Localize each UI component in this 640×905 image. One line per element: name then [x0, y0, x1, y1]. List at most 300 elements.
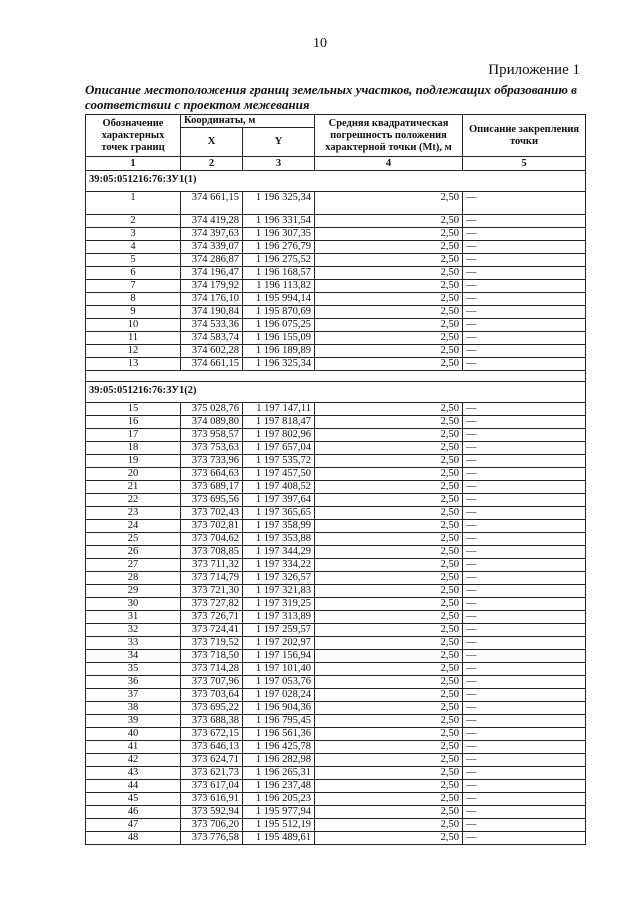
coord-y: 1 197 358,99 [243, 520, 315, 533]
accuracy-value: 2,50 [315, 572, 463, 585]
fixing-description: — [463, 689, 586, 702]
point-number: 30 [86, 598, 181, 611]
table-row [86, 572, 586, 585]
accuracy-value: 2,50 [315, 358, 463, 371]
point-number: 42 [86, 754, 181, 767]
table-row [86, 702, 586, 715]
fixing-description: — [463, 468, 586, 481]
page-number: 10 [313, 36, 327, 51]
coord-x: 373 664,63 [181, 468, 243, 481]
fixing-description: — [463, 819, 586, 832]
point-number: 45 [86, 793, 181, 806]
accuracy-value: 2,50 [315, 728, 463, 741]
coord-y: 1 197 344,29 [243, 546, 315, 559]
accuracy-value: 2,50 [315, 481, 463, 494]
coord-y: 1 197 321,83 [243, 585, 315, 598]
point-number: 21 [86, 481, 181, 494]
document-title: Описание местоположения границ земельных участков, подлежащих образованию в соответствии с проектом межевания [85, 82, 577, 112]
accuracy-value: 2,50 [315, 442, 463, 455]
coord-y: 1 195 512,19 [243, 819, 315, 832]
coord-y: 1 196 282,98 [243, 754, 315, 767]
fixing-description: — [463, 494, 586, 507]
accuracy-value: 2,50 [315, 455, 463, 468]
coord-y: 1 197 202,97 [243, 637, 315, 650]
point-number: 16 [86, 416, 181, 429]
coord-y: 1 197 353,88 [243, 533, 315, 546]
coord-y: 1 197 334,22 [243, 559, 315, 572]
fixing-description: — [463, 241, 586, 254]
coord-y: 1 197 259,57 [243, 624, 315, 637]
fixing-description: — [463, 192, 586, 215]
table-row [86, 780, 586, 793]
section-header-row [86, 382, 586, 403]
table-row [86, 793, 586, 806]
table-row [86, 624, 586, 637]
accuracy-value: 2,50 [315, 215, 463, 228]
coord-y: 1 197 408,52 [243, 481, 315, 494]
coordinates-table [85, 114, 586, 845]
accuracy-value: 2,50 [315, 403, 463, 416]
coord-x: 373 726,71 [181, 611, 243, 624]
coord-x: 374 602,28 [181, 345, 243, 358]
accuracy-value: 2,50 [315, 663, 463, 676]
table-row [86, 806, 586, 819]
table-row [86, 481, 586, 494]
point-number: 46 [86, 806, 181, 819]
table-row [86, 215, 586, 228]
coord-x: 373 624,71 [181, 754, 243, 767]
table-row [86, 267, 586, 280]
accuracy-value: 2,50 [315, 468, 463, 481]
fixing-description: — [463, 332, 586, 345]
coord-x: 373 753,63 [181, 442, 243, 455]
header-x: X [181, 128, 243, 157]
coord-x: 373 592,94 [181, 806, 243, 819]
coord-x: 374 419,28 [181, 215, 243, 228]
accuracy-value: 2,50 [315, 533, 463, 546]
table-row [86, 533, 586, 546]
fixing-description: — [463, 228, 586, 241]
fixing-description: — [463, 572, 586, 585]
section-parcel-id: 39:05:051216:76:ЗУ1(1) [86, 171, 586, 192]
point-number: 22 [86, 494, 181, 507]
fixing-description: — [463, 741, 586, 754]
spacer-cell [86, 371, 586, 382]
accuracy-value: 2,50 [315, 832, 463, 845]
coord-y: 1 195 489,61 [243, 832, 315, 845]
fixing-description: — [463, 546, 586, 559]
table-row [86, 358, 586, 371]
coord-x: 373 708,85 [181, 546, 243, 559]
coord-y: 1 196 189,89 [243, 345, 315, 358]
fixing-description: — [463, 319, 586, 332]
coord-x: 373 702,43 [181, 507, 243, 520]
table-row [86, 494, 586, 507]
fixing-description: — [463, 715, 586, 728]
accuracy-value: 2,50 [315, 624, 463, 637]
point-number: 2 [86, 215, 181, 228]
accuracy-value: 2,50 [315, 345, 463, 358]
coord-x: 373 695,56 [181, 494, 243, 507]
accuracy-value: 2,50 [315, 559, 463, 572]
fixing-description: — [463, 429, 586, 442]
point-number: 8 [86, 293, 181, 306]
fixing-description: — [463, 481, 586, 494]
fixing-description: — [463, 403, 586, 416]
accuracy-value: 2,50 [315, 254, 463, 267]
coord-x: 375 028,76 [181, 403, 243, 416]
coord-x: 373 646,13 [181, 741, 243, 754]
point-number: 26 [86, 546, 181, 559]
fixing-description: — [463, 559, 586, 572]
coord-x: 373 711,32 [181, 559, 243, 572]
point-number: 31 [86, 611, 181, 624]
point-number: 5 [86, 254, 181, 267]
coord-x: 373 703,64 [181, 689, 243, 702]
coord-x: 373 776,58 [181, 832, 243, 845]
table-row [86, 741, 586, 754]
column-number: 4 [315, 157, 463, 171]
header-fixing-description: Описание закрепления точки [463, 115, 586, 157]
table-row [86, 754, 586, 767]
fixing-description: — [463, 793, 586, 806]
table-row [86, 715, 586, 728]
fixing-description: — [463, 358, 586, 371]
point-number: 15 [86, 403, 181, 416]
fixing-description: — [463, 624, 586, 637]
coord-y: 1 197 053,76 [243, 676, 315, 689]
point-number: 25 [86, 533, 181, 546]
coord-y: 1 196 325,34 [243, 192, 315, 215]
accuracy-value: 2,50 [315, 192, 463, 215]
accuracy-value: 2,50 [315, 741, 463, 754]
point-number: 10 [86, 319, 181, 332]
point-number: 40 [86, 728, 181, 741]
table-row [86, 192, 586, 215]
accuracy-value: 2,50 [315, 637, 463, 650]
accuracy-value: 2,50 [315, 416, 463, 429]
coord-x: 373 688,38 [181, 715, 243, 728]
fixing-description: — [463, 442, 586, 455]
table-row [86, 468, 586, 481]
coord-x: 374 583,74 [181, 332, 243, 345]
coord-y: 1 196 155,09 [243, 332, 315, 345]
table-row [86, 559, 586, 572]
point-number: 13 [86, 358, 181, 371]
table-row [86, 676, 586, 689]
accuracy-value: 2,50 [315, 702, 463, 715]
table-row [86, 507, 586, 520]
coord-x: 373 706,20 [181, 819, 243, 832]
header-coordinates: Координаты, м [181, 115, 315, 128]
coord-y: 1 196 307,35 [243, 228, 315, 241]
coord-y: 1 196 425,78 [243, 741, 315, 754]
fixing-description: — [463, 533, 586, 546]
fixing-description: — [463, 702, 586, 715]
point-number: 11 [86, 332, 181, 345]
fixing-description: — [463, 280, 586, 293]
point-number: 18 [86, 442, 181, 455]
table-row [86, 832, 586, 845]
fixing-description: — [463, 215, 586, 228]
coord-x: 373 714,28 [181, 663, 243, 676]
coord-y: 1 196 331,54 [243, 215, 315, 228]
accuracy-value: 2,50 [315, 267, 463, 280]
coord-x: 374 179,92 [181, 280, 243, 293]
coord-x: 374 286,87 [181, 254, 243, 267]
coord-y: 1 196 275,52 [243, 254, 315, 267]
coord-y: 1 197 156,94 [243, 650, 315, 663]
point-number: 12 [86, 345, 181, 358]
point-number: 23 [86, 507, 181, 520]
coord-y: 1 197 319,25 [243, 598, 315, 611]
point-number: 43 [86, 767, 181, 780]
table-row [86, 293, 586, 306]
table-row [86, 520, 586, 533]
coord-y: 1 196 265,31 [243, 767, 315, 780]
table-row [86, 598, 586, 611]
fixing-description: — [463, 754, 586, 767]
table-row [86, 280, 586, 293]
point-number: 37 [86, 689, 181, 702]
accuracy-value: 2,50 [315, 332, 463, 345]
coord-x: 373 733,96 [181, 455, 243, 468]
accuracy-value: 2,50 [315, 546, 463, 559]
point-number: 4 [86, 241, 181, 254]
coord-x: 373 621,73 [181, 767, 243, 780]
table-row [86, 819, 586, 832]
point-number: 20 [86, 468, 181, 481]
table-row [86, 332, 586, 345]
coord-x: 373 721,30 [181, 585, 243, 598]
fixing-description: — [463, 728, 586, 741]
table-row [86, 767, 586, 780]
coord-y: 1 197 326,57 [243, 572, 315, 585]
coord-x: 373 702,81 [181, 520, 243, 533]
coord-y: 1 197 657,04 [243, 442, 315, 455]
coord-y: 1 197 101,40 [243, 663, 315, 676]
coord-y: 1 197 028,24 [243, 689, 315, 702]
accuracy-value: 2,50 [315, 676, 463, 689]
fixing-description: — [463, 780, 586, 793]
coord-y: 1 197 313,89 [243, 611, 315, 624]
column-number: 1 [86, 157, 181, 171]
accuracy-value: 2,50 [315, 241, 463, 254]
fixing-description: — [463, 507, 586, 520]
coord-x: 374 196,47 [181, 267, 243, 280]
coord-y: 1 196 276,79 [243, 241, 315, 254]
point-number: 39 [86, 715, 181, 728]
table-row [86, 611, 586, 624]
accuracy-value: 2,50 [315, 520, 463, 533]
coord-y: 1 197 802,96 [243, 429, 315, 442]
column-number: 5 [463, 157, 586, 171]
accuracy-value: 2,50 [315, 494, 463, 507]
accuracy-value: 2,50 [315, 819, 463, 832]
table-row [86, 241, 586, 254]
coord-y: 1 197 535,72 [243, 455, 315, 468]
point-number: 24 [86, 520, 181, 533]
accuracy-value: 2,50 [315, 767, 463, 780]
point-number: 3 [86, 228, 181, 241]
accuracy-value: 2,50 [315, 319, 463, 332]
section-spacer [86, 371, 586, 382]
point-number: 28 [86, 572, 181, 585]
fixing-description: — [463, 293, 586, 306]
table-row [86, 228, 586, 241]
table-row [86, 728, 586, 741]
table-row [86, 306, 586, 319]
coord-y: 1 195 994,14 [243, 293, 315, 306]
accuracy-value: 2,50 [315, 793, 463, 806]
accuracy-value: 2,50 [315, 650, 463, 663]
fixing-description: — [463, 767, 586, 780]
appendix-label: Приложение 1 [488, 62, 580, 78]
point-number: 34 [86, 650, 181, 663]
table-row [86, 455, 586, 468]
coord-y: 1 197 457,50 [243, 468, 315, 481]
point-number: 38 [86, 702, 181, 715]
coord-x: 373 617,04 [181, 780, 243, 793]
accuracy-value: 2,50 [315, 293, 463, 306]
fixing-description: — [463, 806, 586, 819]
table-row [86, 429, 586, 442]
point-number: 47 [86, 819, 181, 832]
point-number: 6 [86, 267, 181, 280]
fixing-description: — [463, 455, 586, 468]
table-row [86, 442, 586, 455]
coord-y: 1 197 818,47 [243, 416, 315, 429]
table-row [86, 345, 586, 358]
coord-y: 1 196 113,82 [243, 280, 315, 293]
accuracy-value: 2,50 [315, 754, 463, 767]
point-number: 35 [86, 663, 181, 676]
table-row [86, 319, 586, 332]
coord-x: 373 695,22 [181, 702, 243, 715]
point-number: 17 [86, 429, 181, 442]
table-row [86, 585, 586, 598]
accuracy-value: 2,50 [315, 780, 463, 793]
fixing-description: — [463, 306, 586, 319]
column-number: 3 [243, 157, 315, 171]
fixing-description: — [463, 598, 586, 611]
coord-x: 373 707,96 [181, 676, 243, 689]
coord-x: 373 616,91 [181, 793, 243, 806]
fixing-description: — [463, 267, 586, 280]
accuracy-value: 2,50 [315, 507, 463, 520]
point-number: 48 [86, 832, 181, 845]
fixing-description: — [463, 663, 586, 676]
point-number: 32 [86, 624, 181, 637]
coord-x: 373 672,15 [181, 728, 243, 741]
accuracy-value: 2,50 [315, 611, 463, 624]
fixing-description: — [463, 416, 586, 429]
header-point-designation: Обозначение характерных точек границ [86, 115, 181, 157]
table-row [86, 416, 586, 429]
fixing-description: — [463, 585, 586, 598]
point-number: 1 [86, 192, 181, 215]
fixing-description: — [463, 611, 586, 624]
point-number: 33 [86, 637, 181, 650]
column-number: 2 [181, 157, 243, 171]
coord-x: 373 689,17 [181, 481, 243, 494]
accuracy-value: 2,50 [315, 598, 463, 611]
table-row [86, 663, 586, 676]
point-number: 19 [86, 455, 181, 468]
coord-x: 374 661,15 [181, 358, 243, 371]
coord-x: 373 727,82 [181, 598, 243, 611]
coord-x: 374 089,80 [181, 416, 243, 429]
coord-x: 373 704,62 [181, 533, 243, 546]
coord-y: 1 197 147,11 [243, 403, 315, 416]
coord-y: 1 195 870,69 [243, 306, 315, 319]
coord-y: 1 197 397,64 [243, 494, 315, 507]
coord-y: 1 196 168,57 [243, 267, 315, 280]
fixing-description: — [463, 345, 586, 358]
coord-x: 374 176,10 [181, 293, 243, 306]
point-number: 7 [86, 280, 181, 293]
fixing-description: — [463, 832, 586, 845]
accuracy-value: 2,50 [315, 228, 463, 241]
coord-x: 373 718,50 [181, 650, 243, 663]
accuracy-value: 2,50 [315, 429, 463, 442]
coord-y: 1 196 325,34 [243, 358, 315, 371]
point-number: 9 [86, 306, 181, 319]
table-row [86, 650, 586, 663]
accuracy-value: 2,50 [315, 715, 463, 728]
section-parcel-id: 39:05:051216:76:ЗУ1(2) [86, 382, 586, 403]
coord-y: 1 196 904,36 [243, 702, 315, 715]
accuracy-value: 2,50 [315, 689, 463, 702]
fixing-description: — [463, 676, 586, 689]
coord-y: 1 196 075,25 [243, 319, 315, 332]
coord-y: 1 195 977,94 [243, 806, 315, 819]
coord-x: 374 339,07 [181, 241, 243, 254]
fixing-description: — [463, 520, 586, 533]
table-row [86, 403, 586, 416]
accuracy-value: 2,50 [315, 306, 463, 319]
point-number: 29 [86, 585, 181, 598]
coord-y: 1 196 561,36 [243, 728, 315, 741]
coord-y: 1 196 205,23 [243, 793, 315, 806]
coord-y: 1 197 365,65 [243, 507, 315, 520]
table-row [86, 689, 586, 702]
accuracy-value: 2,50 [315, 806, 463, 819]
table-row [86, 254, 586, 267]
point-number: 36 [86, 676, 181, 689]
header-accuracy: Средняя квадратическая погрешность положения характерной точки (Mt), м [315, 115, 463, 157]
fixing-description: — [463, 254, 586, 267]
coord-x: 374 397,63 [181, 228, 243, 241]
coord-x: 373 714,79 [181, 572, 243, 585]
coord-x: 373 719,52 [181, 637, 243, 650]
point-number: 44 [86, 780, 181, 793]
coord-y: 1 196 237,48 [243, 780, 315, 793]
fixing-description: — [463, 650, 586, 663]
point-number: 41 [86, 741, 181, 754]
coord-x: 374 661,15 [181, 192, 243, 215]
coord-y: 1 196 795,45 [243, 715, 315, 728]
point-number: 27 [86, 559, 181, 572]
coord-x: 374 190,84 [181, 306, 243, 319]
table-row [86, 637, 586, 650]
header-y: Y [243, 128, 315, 157]
accuracy-value: 2,50 [315, 280, 463, 293]
table-row [86, 546, 586, 559]
accuracy-value: 2,50 [315, 585, 463, 598]
coord-x: 373 958,57 [181, 429, 243, 442]
section-header-row [86, 171, 586, 192]
